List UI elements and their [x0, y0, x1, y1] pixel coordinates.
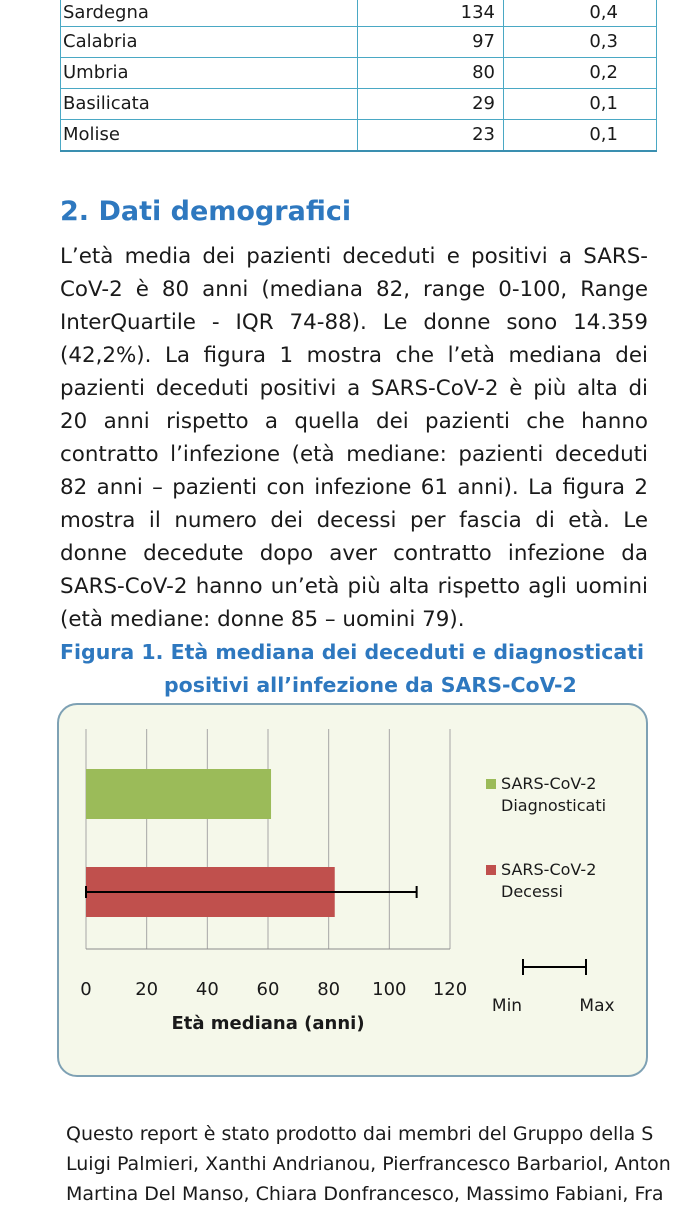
table-row	[61, 27, 657, 58]
bar-diagnosticati	[86, 769, 271, 819]
footer-line-3: Martina Del Manso, Chiara Donfrancesco, Massimo Fabiani, Fra	[66, 1183, 664, 1205]
legend-label: SARS-CoV-2	[501, 860, 597, 879]
legend-label: Diagnosticati	[501, 796, 607, 815]
region-name-cell: Molise	[61, 120, 358, 152]
x-tick-label: 80	[317, 979, 341, 1000]
figure-title	[60, 636, 660, 702]
x-tick-label: 60	[256, 979, 280, 1000]
table-row	[61, 58, 657, 89]
x-tick-label: 40	[195, 979, 219, 1000]
section-title: 2. Dati demografici	[60, 196, 352, 227]
percent-cell: 0,2	[504, 58, 657, 89]
body-paragraph: L’età media dei pazienti deceduti e positivi a SARS-CoV-2 è 80 anni (mediana 82, range 0-100, Range InterQuartile - IQR 74-88). Le donne sono 14.359 (42,2%). La figura 1 mostra che l’età mediana dei pazienti deceduti positivi a SARS-CoV-2 è più alta di 20 anni rispetto a quella dei pazienti che hanno contratto l’infezione (età mediane: pazienti deceduti 82 anni – pazienti con infezione 61 anni). La figura 2 mostra il numero dei decessi per fascia di età. Le donne decedute dopo aver contratto infezione da SARS-CoV-2 hanno un’età più alta rispetto agli uomini (età mediane: donne 85 – uomini 79).	[60, 244, 648, 632]
x-tick-label: 0	[80, 979, 92, 1000]
error-legend-max-label: Max	[579, 996, 615, 1016]
legend-swatch	[486, 865, 496, 875]
error-legend-min-label: Min	[491, 996, 523, 1016]
region-death-table	[60, 0, 657, 152]
percent-cell: 0,1	[504, 120, 657, 152]
x-tick-label: 20	[135, 979, 159, 1000]
footer-credits	[66, 1119, 675, 1209]
chart-container	[57, 703, 648, 1077]
figure-title-line-2: positivi all’infezione da SARS-CoV-2	[164, 673, 577, 697]
death-count-cell: 134	[358, 0, 504, 27]
percent-cell: 0,1	[504, 89, 657, 120]
region-name-cell: Basilicata	[61, 89, 358, 120]
footer-line-2: Luigi Palmieri, Xanthi Andrianou, Pierfrancesco Barbariol, Anton	[66, 1153, 671, 1175]
region-name-cell: Calabria	[61, 27, 358, 58]
death-count-cell: 29	[358, 89, 504, 120]
table-row	[61, 89, 657, 120]
region-table	[60, 0, 657, 152]
table-row	[61, 120, 657, 152]
table-row	[61, 0, 657, 27]
footer-line-1: Questo report è stato prodotto dai membri del Gruppo della S	[66, 1123, 654, 1145]
x-tick-label: 100	[372, 979, 407, 1000]
legend-swatch	[486, 779, 496, 789]
death-count-cell: 97	[358, 27, 504, 58]
median-age-chart	[59, 705, 646, 1075]
percent-cell: 0,4	[504, 0, 657, 27]
x-tick-label: 120	[432, 979, 468, 1000]
legend-label: Decessi	[501, 882, 563, 901]
figure-title-line-1: Figura 1. Età mediana dei deceduti e diagnosticati	[60, 640, 645, 664]
region-name-cell: Umbria	[61, 58, 358, 89]
region-name-cell: Sardegna	[61, 0, 358, 27]
percent-cell: 0,3	[504, 27, 657, 58]
death-count-cell: 23	[358, 120, 504, 152]
legend-label: SARS-CoV-2	[501, 774, 597, 793]
x-axis-label: Età mediana (anni)	[171, 1013, 365, 1034]
death-count-cell: 80	[358, 58, 504, 89]
